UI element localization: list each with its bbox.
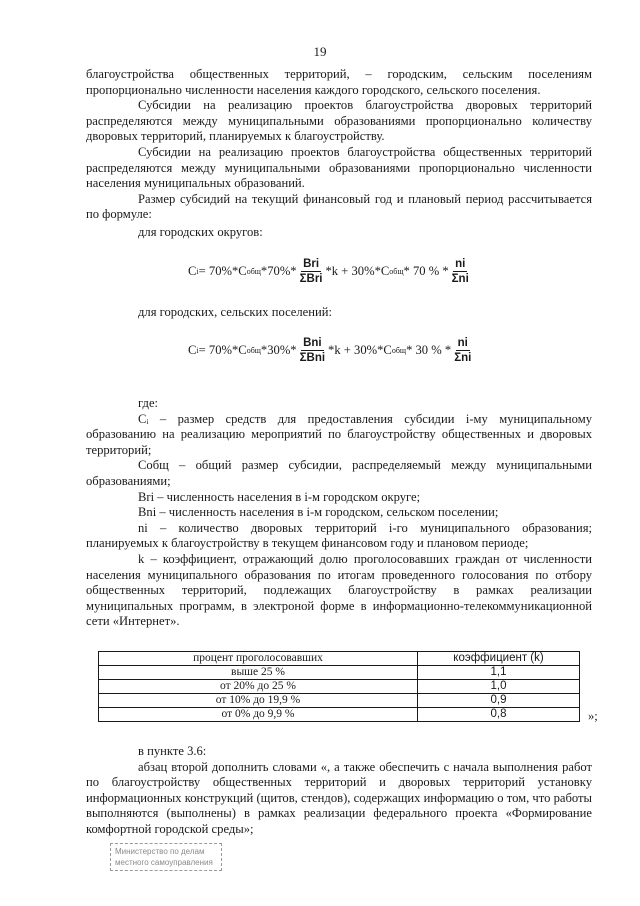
definition: Bni – численность населения в i-м городском, сельском поселении; xyxy=(138,505,499,520)
formula-lhs: C xyxy=(188,264,197,278)
fraction xyxy=(452,258,469,285)
fraction xyxy=(454,337,471,364)
closing-text xyxy=(86,744,592,838)
paragraph: в пункте 3.6: xyxy=(138,744,207,758)
definition: ni – количество дворовых территорий i-го муниципального образования; планируемых к благоустройству в текущем финансовом году и плановом периоде; xyxy=(86,520,592,551)
table-row xyxy=(99,694,580,708)
column-header: коэффициент (k) xyxy=(418,652,580,666)
formula-subscript: общ xyxy=(389,267,404,276)
formula-subscript: общ xyxy=(246,267,261,276)
fraction xyxy=(300,258,323,285)
coefficient-table xyxy=(98,651,580,722)
table-close-quote: »; xyxy=(588,709,598,723)
fraction-numerator: Bri xyxy=(303,258,320,270)
fraction-denominator: ΣBri xyxy=(299,273,323,285)
label-settlements: для городских, сельских поселений: xyxy=(138,305,332,319)
paragraph: Размер субсидий на текущий финансовый год и плановый период рассчитывается по формуле: xyxy=(86,191,592,222)
table-cell: 1,1 xyxy=(418,666,580,680)
formula-term: * 30 % * xyxy=(406,343,452,357)
table-cell: 1,0 xyxy=(418,680,580,694)
formula-subscript: общ xyxy=(391,346,407,355)
formula-subscript: общ xyxy=(246,346,261,355)
formula-term: = 70%*C xyxy=(198,264,247,278)
fraction xyxy=(300,337,325,364)
paragraph: абзац второй дополнить словами «, а также обеспечить с начала выполнения работ по благоустройству общественных территорий и дворовых территорий установку информационных конструкций (щитов, стендов), содержащих информацию о том, что работы выполняются (выполнены) в рамках реализации федерального проекта «Формирование комфортной городской среды»; xyxy=(86,759,592,836)
formula-term: *k + 30%*C xyxy=(328,343,392,357)
definition: Cᵢ – размер средств для предоставления субсидии i-му муниципальному образованию на реализацию мероприятий по благоустройству общественных и дворовых территорий; xyxy=(86,411,592,457)
definition: k – коэффициент, отражающий долю проголосовавших граждан от численности населения муниципального образования по итогам проведенного голосования по отбору общественных территорий, подлежащих благоустройству в рамках реализации муниципальных программ, в электроной форме в информационно-телекоммуникационной сети «Интернет». xyxy=(86,551,592,629)
stamp-line: Министерство по делам xyxy=(115,847,205,856)
fraction-denominator: Σni xyxy=(451,273,469,285)
fraction-denominator: ΣBni xyxy=(299,352,326,364)
table-cell: от 10% до 19,9 % xyxy=(99,694,418,708)
intro-text xyxy=(86,67,592,241)
definition: Bri – численность населения в i-м городском округе; xyxy=(138,489,421,504)
table-cell: 0,9 xyxy=(418,694,580,708)
formula-subscript: i xyxy=(196,346,199,355)
paragraph: Субсидии на реализацию проектов благоустройства дворовых территорий распределяются между муниципальными образованиями пропорционально количеству дворовых территорий, планируемых к благоустройству. xyxy=(86,98,592,144)
fraction-numerator: ni xyxy=(457,337,468,349)
label-urban-districts: для городских округов: xyxy=(138,224,263,239)
table-cell: выше 25 % xyxy=(99,666,418,680)
table-cell: 0,8 xyxy=(418,708,580,722)
formula-term: *30%* xyxy=(260,343,297,357)
fraction-denominator: Σni xyxy=(454,352,472,364)
table-cell: от 20% до 25 % xyxy=(99,680,418,694)
fraction-numerator: Bni xyxy=(303,337,322,349)
paragraph: Субсидии на реализацию проектов благоустройства общественных территорий распределяются между муниципальными образованиями пропорционально численности населения муниципальных образований. xyxy=(86,144,592,191)
formula-lhs: C xyxy=(188,343,197,357)
table-cell: от 0% до 9,9 % xyxy=(99,708,418,722)
table-row xyxy=(99,680,580,694)
formula-term: * 70 % * xyxy=(403,264,449,278)
column-header: процент проголосовавших xyxy=(99,652,418,666)
where-label: где: xyxy=(138,396,159,410)
table-row xyxy=(99,708,580,722)
stamp-line: местного самоуправления xyxy=(115,858,213,867)
table-row xyxy=(99,666,580,680)
fraction-numerator: ni xyxy=(455,258,466,270)
formula-subscript: i xyxy=(196,267,199,276)
definition: Cобщ – общий размер субсидии, распределяемый между муниципальными образованиями; xyxy=(86,458,592,488)
formula-urban-districts xyxy=(188,258,472,285)
page-number: 19 xyxy=(313,44,327,59)
formula-settlements xyxy=(188,337,474,364)
definitions-block xyxy=(86,396,592,630)
formula-term: = 70%*C xyxy=(198,343,247,357)
formula-term: *k + 30%*C xyxy=(325,264,390,278)
settlements-label-block xyxy=(86,305,592,321)
paragraph: благоустройства общественных территорий, – городским, сельским поселениям пропорционально численности населения каждого городского, сельского поселения. xyxy=(86,67,592,97)
registration-stamp xyxy=(110,843,222,871)
formula-term: *70%* xyxy=(260,264,297,278)
table-header-row xyxy=(99,652,580,666)
